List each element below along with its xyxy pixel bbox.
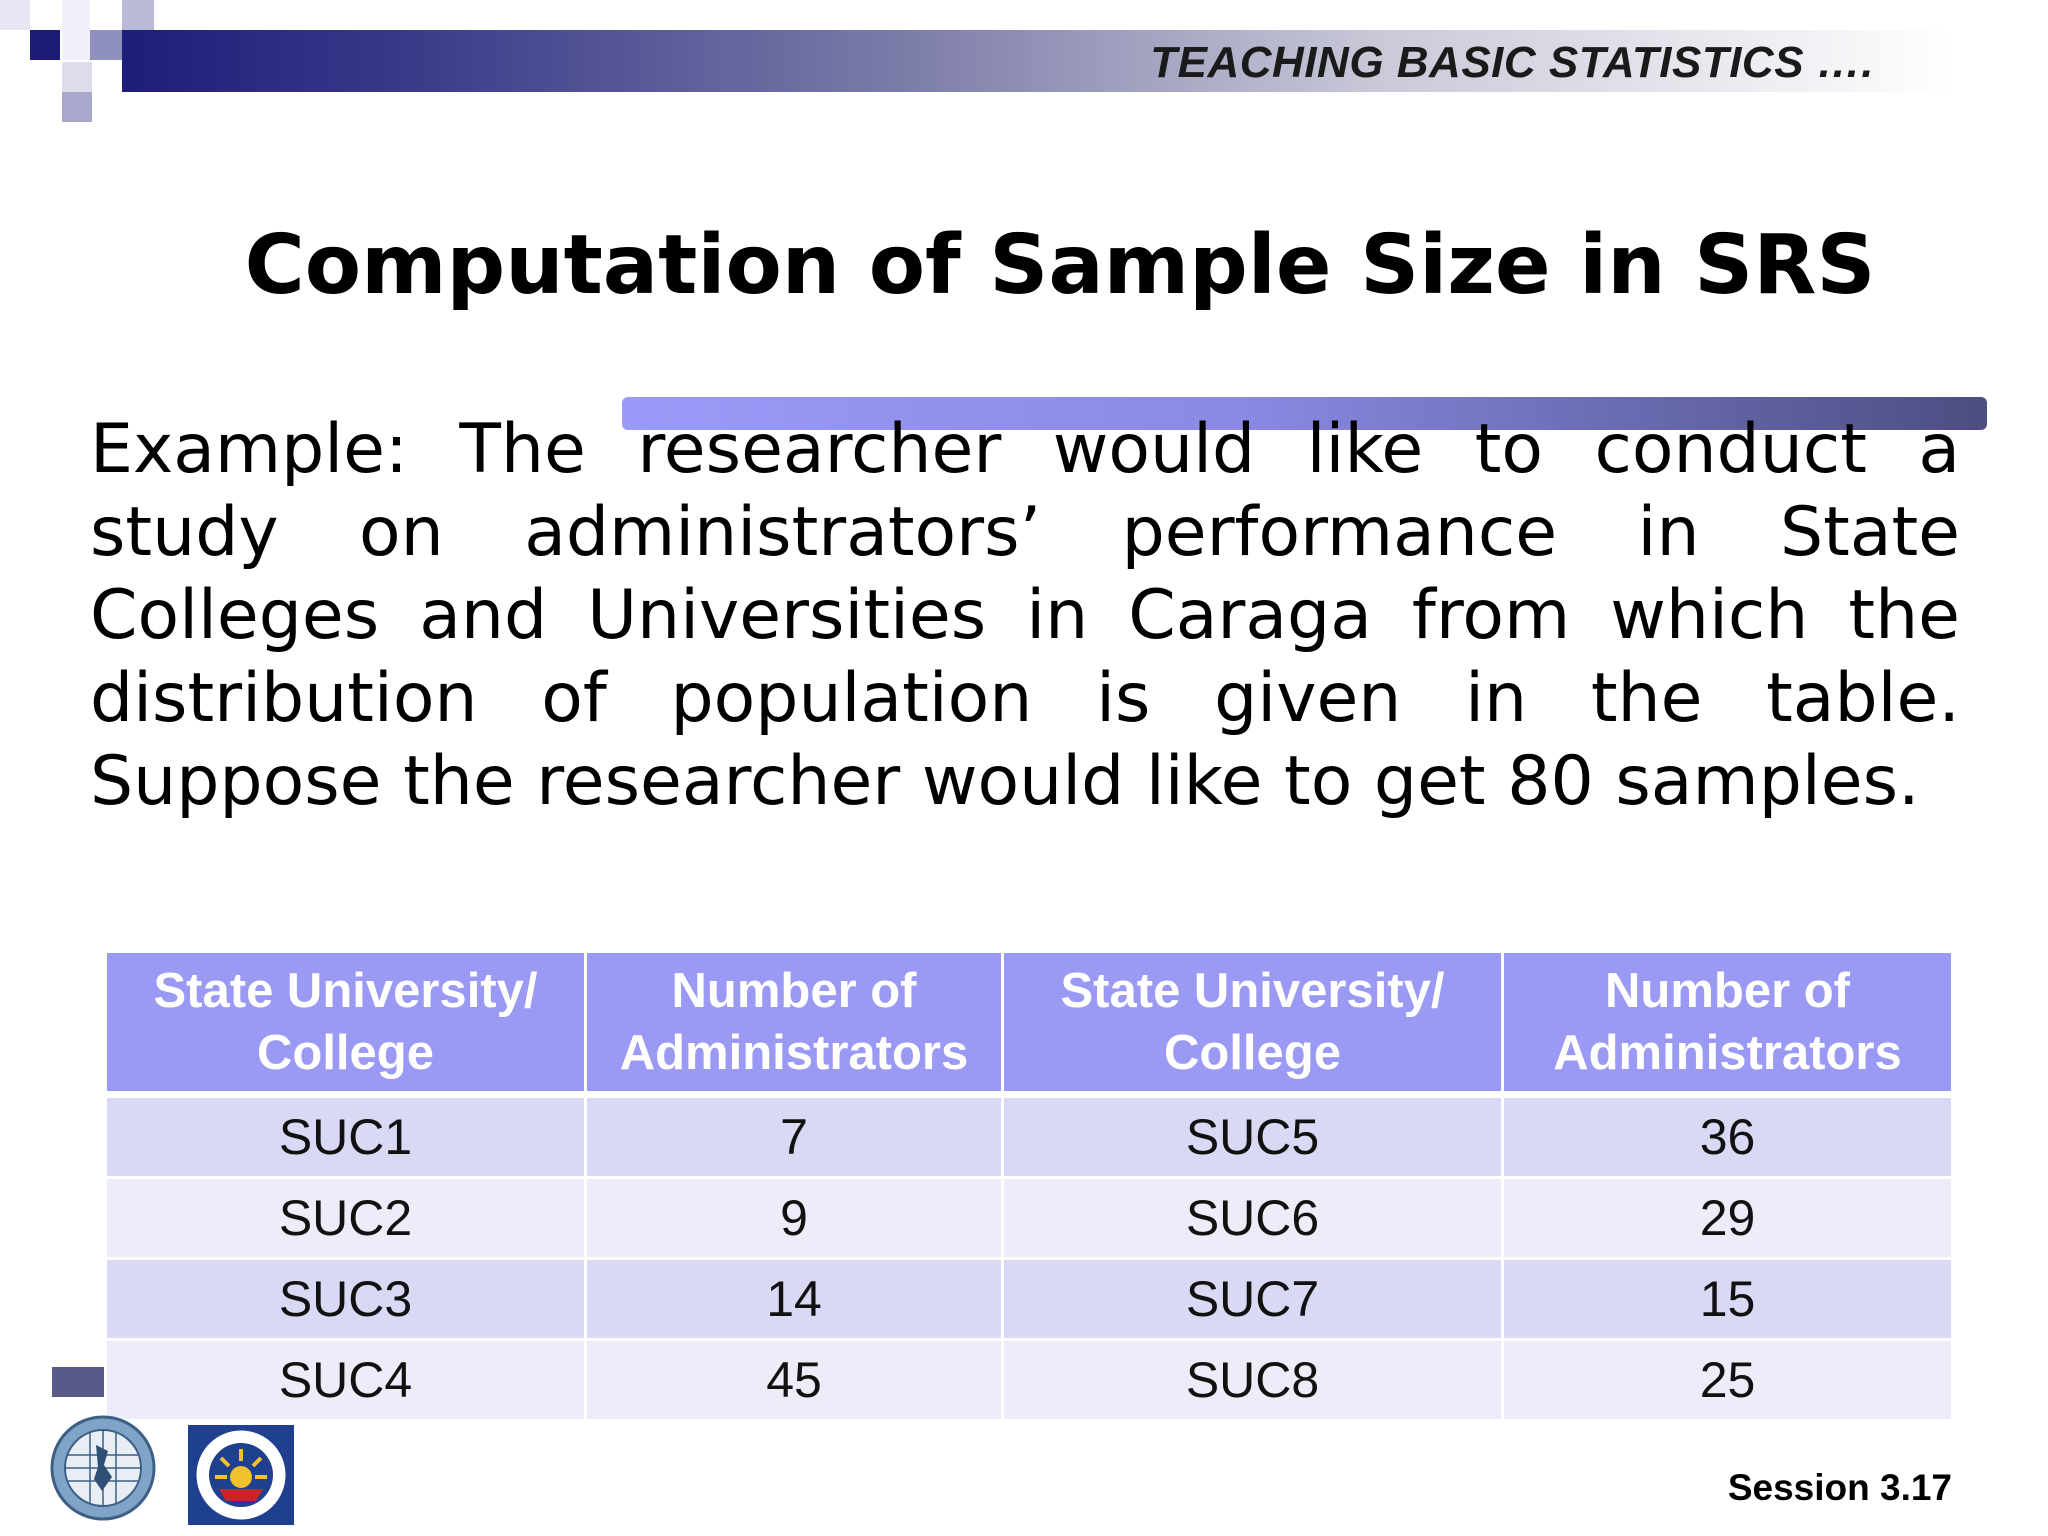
table-cell: SUC6 bbox=[1003, 1178, 1503, 1259]
table-row bbox=[106, 1095, 1953, 1178]
header-university-2: State University/ College bbox=[1003, 952, 1503, 1095]
header-administrators-2: Number of Administrators bbox=[1503, 952, 1953, 1095]
population-table bbox=[104, 950, 1954, 1422]
header-administrators-1: Number of Administrators bbox=[586, 952, 1003, 1095]
table-row bbox=[106, 1178, 1953, 1259]
slide-title: Computation of Sample Size in SRS bbox=[244, 218, 1876, 313]
header-deco-square bbox=[30, 30, 60, 60]
header-deco-square bbox=[0, 0, 30, 30]
table-cell: 29 bbox=[1503, 1178, 1953, 1259]
table-cell: SUC2 bbox=[106, 1178, 586, 1259]
table-cell: 7 bbox=[586, 1095, 1003, 1178]
header-deco-square bbox=[62, 0, 90, 60]
table-cell: 15 bbox=[1503, 1259, 1953, 1340]
header-deco-square bbox=[122, 0, 154, 30]
header-deco-square bbox=[62, 62, 92, 92]
table-cell: 14 bbox=[586, 1259, 1003, 1340]
header-title: TEACHING BASIC STATISTICS …. bbox=[1150, 38, 1874, 87]
table-cell: 36 bbox=[1503, 1095, 1953, 1178]
header-deco-square bbox=[90, 30, 122, 60]
table-cell: 9 bbox=[586, 1178, 1003, 1259]
table-row bbox=[106, 1340, 1953, 1421]
header-university-1: State University/ College bbox=[106, 952, 586, 1095]
table-cell: SUC8 bbox=[1003, 1340, 1503, 1421]
session-label: Session 3.17 bbox=[1727, 1467, 1952, 1508]
table-cell: SUC4 bbox=[106, 1340, 586, 1421]
table-cell: SUC3 bbox=[106, 1259, 586, 1340]
table-cell: SUC5 bbox=[1003, 1095, 1503, 1178]
seal-logo-icon bbox=[50, 1415, 156, 1521]
table-cell: 45 bbox=[586, 1340, 1003, 1421]
table-cell: SUC1 bbox=[106, 1095, 586, 1178]
header-deco-square bbox=[62, 92, 92, 122]
table-cell: 25 bbox=[1503, 1340, 1953, 1421]
table-cell: SUC7 bbox=[1003, 1259, 1503, 1340]
table-header-row bbox=[106, 952, 1953, 1095]
example-paragraph: Example: The researcher would like to conduct a study on administrators’ performance in State Colleges and Universities in Caraga from which the distribution of population is given in the table. Suppose the researcher would like to get 80 samples. bbox=[90, 410, 1960, 821]
commission-logo-icon bbox=[188, 1425, 294, 1525]
footer-accent-bar bbox=[52, 1367, 104, 1397]
table-row bbox=[106, 1259, 1953, 1340]
